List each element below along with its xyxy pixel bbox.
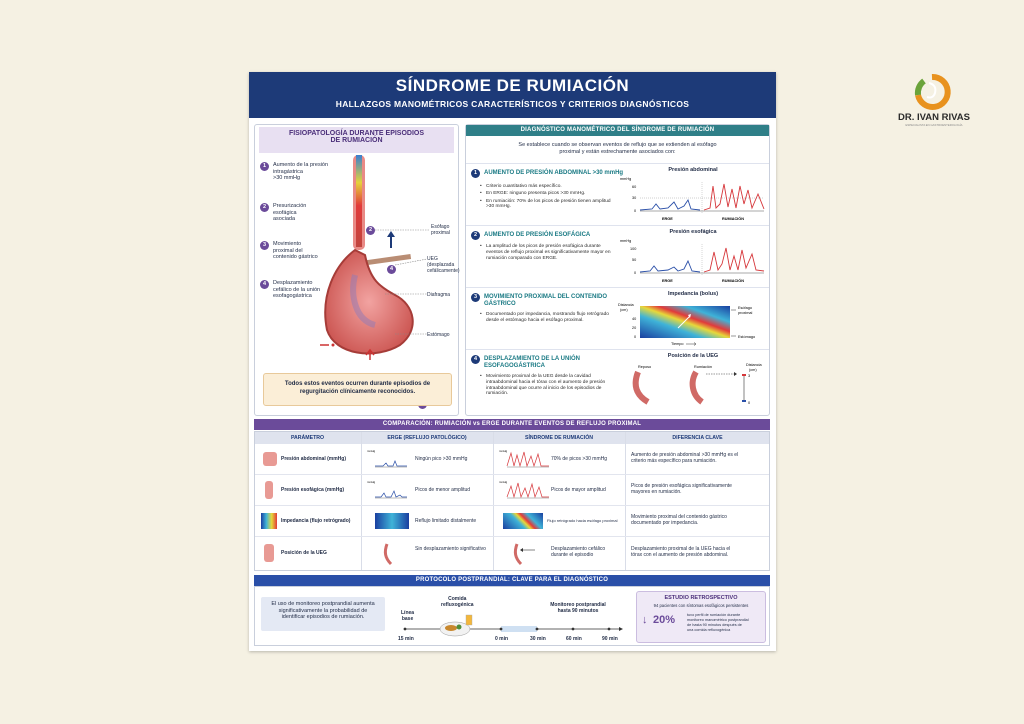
cmp-mini-chart-erge [367,478,407,502]
logo-name: DR. IVAN RIVAS [898,112,970,123]
cmp-param: Presión abdominal (mmHg) [281,456,347,462]
diag-row-title-2: GÁSTRICO [484,301,516,307]
cmp-row [255,506,769,537]
protocol-text: El uso de monitoreo postprandial aumenta [271,601,375,607]
tick: 15 min [398,636,414,642]
diag-row-title: MOVIMIENTO PROXIMAL DEL CONTENIDO [484,294,608,300]
physio-item-text: asociada [273,216,296,223]
cmp-rum: Picos de mayor amplitud [551,487,606,493]
impedance-chart [616,298,768,350]
callout-text-1: Todos estos eventos ocurren durante episodios de [284,381,431,387]
physio-title-box [259,127,454,153]
diag-intro-2: proximal y están estrechamente asociados con: [559,148,676,155]
cmp-diff: Picos de presión esofágica significativamente [631,483,732,489]
chart-title: Impedancia (bolus) [667,291,719,297]
study-desc: de hasta 90 minutos después de [687,623,742,627]
diag-row-title: DESPLAZAMIENTO DE LA UNIÓN [484,356,581,362]
physio-num: 3 [260,241,269,250]
cmp-diff: criterio más específico para rumiación. [631,458,717,464]
label-ueg: UEG [427,256,438,262]
label-esofago: Esófago [431,224,450,230]
diag-panel [465,124,770,416]
physio-item-text: Movimiento [273,241,302,247]
label-proximal: proximal [431,230,450,236]
physio-item-text: cefálico de la unión [273,286,321,293]
label-estomago: Estómago [427,332,450,338]
physio-item-text: Desplazamiento [273,280,313,286]
diag-title: DIAGNÓSTICO MANOMÉTRICO DEL SÍNDROME DE RUMIACIÓN [466,125,769,136]
axis-esof: Esófago [738,306,752,310]
cmp-header-row [255,432,769,444]
logo-tagline: ESPECIALISTA EN GASTROENTEROLOGÍA [905,123,963,127]
study-subtitle: 94 pacientes con síntomas esofágicos persistentes [653,603,749,608]
cmp-diff: tórax con el aumento de presión abdominal. [631,552,729,558]
physio-callout [263,373,452,406]
cmp-header: DIFERENCIA CLAVE [672,435,723,441]
axis-cm: (cm) [749,368,757,372]
physio-panel [254,124,459,416]
poster [249,72,776,651]
protocol-title: PROTOCOLO POSTPRANDIAL: CLAVE PARA EL DIAGNÓSTICO [254,575,770,586]
timeline-hasta: hasta 90 minutos [557,608,599,614]
physio-title-2: DE RUMIACIÓN [330,137,383,144]
ueg-rum-drawing [509,542,539,566]
diag-row-title-2: ESOFAGOGÁSTRICA [484,363,546,369]
mini-axis: mmHg [499,449,508,453]
axis-label: (cm) [620,308,628,312]
axis-unit: mmHg [620,239,632,243]
axis-distancia: Distancia [746,363,762,367]
timeline [395,605,627,647]
cmp-diff: mayores en rumiación. [631,489,682,495]
study-desc: tuvo perfil de rumiación durante [687,613,741,617]
axis-erge: ERGE [662,279,673,283]
physio-item-text: Presurización [273,203,307,209]
label-reposo: Reposo [638,365,652,369]
axis-rumiacion: RUMIACIÓN [722,217,744,221]
study-box [636,591,766,643]
axis-time: Tiempo [671,342,684,346]
cmp-erge: Ningún pico >30 mmHg [415,456,468,462]
cmp-row [255,537,769,570]
callout-text-2: regurgitación clínicamente reconocidos. [299,389,416,395]
axis-tick: 0 [634,335,637,339]
diag-row-4 [466,349,769,415]
physio-item-text: intragástrica [273,168,303,175]
glass-icon [466,615,472,625]
stomach-icon [263,452,277,466]
axis-estomago: Estómago [738,335,756,339]
axis-rumiacion: RUMIACIÓN [722,279,744,283]
diag-bullet: • En ERGE: ninguno presenta picos >30 mmHg. [480,191,615,197]
cmp-param: Presión esofágica (mmHg) [281,487,345,493]
study-arrow-icon: ↓ [642,614,648,626]
comparison-title: COMPARACIÓN: RUMIACIÓN vs ERGE DURANTE EVENTOS DE REFLUJO PROXIMAL [254,419,770,430]
diag-intro-1: Se establece cuando se observan eventos de reflujo que se extienden al esófago [518,142,717,148]
protocol-text: significativamente la probabilidad de [278,607,368,614]
cmp-diff: Desplazamiento proximal de la UEG hacia el [631,546,731,552]
diag-row-num: 4 [471,355,480,364]
cmp-mini-chart-rum [499,478,549,502]
axis-tick: 0 [634,209,637,213]
cmp-rum: 70% de picos >30 mmHg [551,456,608,462]
axis-tick: 100 [630,247,637,251]
physio-item-text: esofágica [273,209,297,216]
cmp-header: ERGE (REFLUJO PATOLÓGICO) [387,435,467,441]
chart-title: Posición de la UEG [667,353,719,359]
physio-title-1: FISIOPATOLOGÍA DURANTE EPISODIOS [288,130,425,137]
cmp-row [255,444,769,475]
axis-tick: 0 [748,401,751,405]
physio-marker-2: 2 [366,226,375,235]
poster-title: SÍNDROME DE RUMIACIÓN [395,76,630,95]
cmp-diff: Aumento de presión abdominal >30 mmHg es el [631,452,739,458]
physio-item-text: esofagogástrica [273,293,312,300]
logo-icon [912,73,952,111]
study-stat: 20% [653,614,676,626]
ueg-icon [264,544,274,562]
mini-axis: mmHg [499,480,508,484]
ueg-position-chart [618,360,768,414]
protocol-panel [254,586,770,646]
ueg-erge-drawing [379,542,399,566]
physio-item-text: >30 mmHg [273,175,301,182]
impedance-rum-map [503,513,543,529]
cmp-erge: Sin desplazamiento significativo [415,546,486,552]
cmp-mini-chart-erge [367,447,407,471]
cmp-header: SÍNDROME DE RUMIACIÓN [524,435,593,441]
comparison-table [254,431,770,571]
tick: 30 min [530,636,546,642]
axis-label: Distancia [618,303,634,307]
esophagus-icon [265,481,273,499]
diag-bullet: • Criterio cuantitativo más específico. [480,184,615,190]
axis-tick: 40 [632,317,637,321]
diag-row-2 [466,225,769,287]
axis-tick: 20 [632,326,637,330]
cmp-diff: documentado por impedancia. [631,520,699,526]
study-desc: una comida refluxogénica [687,628,731,632]
diag-row-num: 3 [471,293,480,302]
timeline-monitoreo: Monitoreo postprandial [550,602,606,608]
physio-num: 4 [260,280,269,289]
diag-bullet: • La amplitud de los picos de presión esofágica durante eventos de reflujo proximal es significativamente mayor en rumiación comparado con ERGE. [480,244,615,261]
diag-row-3 [466,287,769,349]
axis-tick: 0 [634,271,637,275]
tick: 60 min [566,636,582,642]
chart-title: Presión abdominal [668,167,718,173]
diag-bullet: • Movimiento proximal de la UEG desde la cavidad intraabdominal hacia el tórax con el aumento de presión intraabdominal que ocurre al inicio de los episodios de rumiación. [480,374,615,397]
physio-item-text: proximal del [273,247,303,254]
cmp-header: PARÁMETRO [290,435,325,441]
axis-tick: 50 [632,258,637,262]
label-diafragma: Diafragma [427,292,451,298]
impedance-erge-map [375,513,409,529]
chart-title: Presión esofágica [669,229,717,235]
timeline-linea: Línea [401,610,415,616]
diag-bullet: • Documentado por impedancia, mostrando flujo retrógrado desde el estómago hacia el esófago proximal. [480,312,615,324]
timeline-refluxogenica: refluxogénica [441,602,474,608]
axis-prox: proximal [738,311,753,315]
axis-tick: 30 [632,196,637,200]
label-ueg-cefalica: cefálicamente) [427,268,460,274]
study-title: ESTUDIO RETROSPECTIVO [664,595,738,601]
cmp-rum: Flujo retrógrado hacia esófago proximal [547,518,618,523]
timeline-base: base [401,616,414,622]
diag-row-num: 1 [471,169,480,178]
impedance-icon [261,513,277,529]
axis-tick: 60 [632,185,637,189]
protocol-text: identificar episodios de rumiación. [281,614,365,621]
label-rumiacion: Rumiación [694,365,712,369]
diag-row-title: AUMENTO DE PRESIÓN ABDOMINAL >30 mmHg [484,170,624,176]
cmp-erge: Reflujo limitado distalmente [415,518,477,524]
axis-unit: mmHg [620,177,632,181]
cmp-diff: Movimiento proximal del contenido gástrico [631,514,727,520]
cmp-param: Posición de la UEG [281,550,327,556]
cmp-rum: Desplazamiento cefálico durante el episodio [551,546,606,558]
axis-tick: 3 [748,374,751,378]
diag-bullet: • En rumiación: 70% de los picos de presión tienen amplitud >30 mmHg. [480,199,615,211]
axis-erge: ERGE [662,217,673,221]
cmp-row [255,475,769,506]
logo [894,73,974,128]
diag-row-num: 2 [471,231,480,240]
cmp-param: Impedancia (flujo retrógrado) [281,518,351,524]
cmp-erge: Picos de menor amplitud [415,487,471,493]
diag-row-1 [466,163,769,225]
physio-num: 2 [260,203,269,212]
poster-header [249,72,776,118]
diag-row-title: AUMENTO DE PRESIÓN ESOFÁGICA [484,232,591,238]
physio-marker-4: 4 [387,265,396,274]
study-desc: monitoreo manométrico postprandial [687,618,749,622]
cmp-mini-chart-rum [499,447,549,471]
physio-item-text: contenido gástrico [273,254,318,261]
timeline-comida: Comida [448,596,467,602]
poster-subtitle: HALLAZGOS MANOMÉTRICOS CARACTERÍSTICOS Y CRITERIOS DIAGNÓSTICOS [335,99,690,109]
pressure-esophageal-chart [618,236,768,288]
mini-axis: mmHg [367,480,376,484]
tick: 90 min [602,636,618,642]
label-ueg-desplazada: (desplazada [427,262,455,268]
pressure-abdominal-chart [618,174,768,226]
physio-item-text: Aumento de la presión [273,162,329,168]
protocol-left-box [261,597,385,631]
tick: 0 min [495,636,509,642]
physio-num: 1 [260,162,269,171]
label-leader-lines [375,227,431,337]
mini-axis: mmHg [367,449,376,453]
